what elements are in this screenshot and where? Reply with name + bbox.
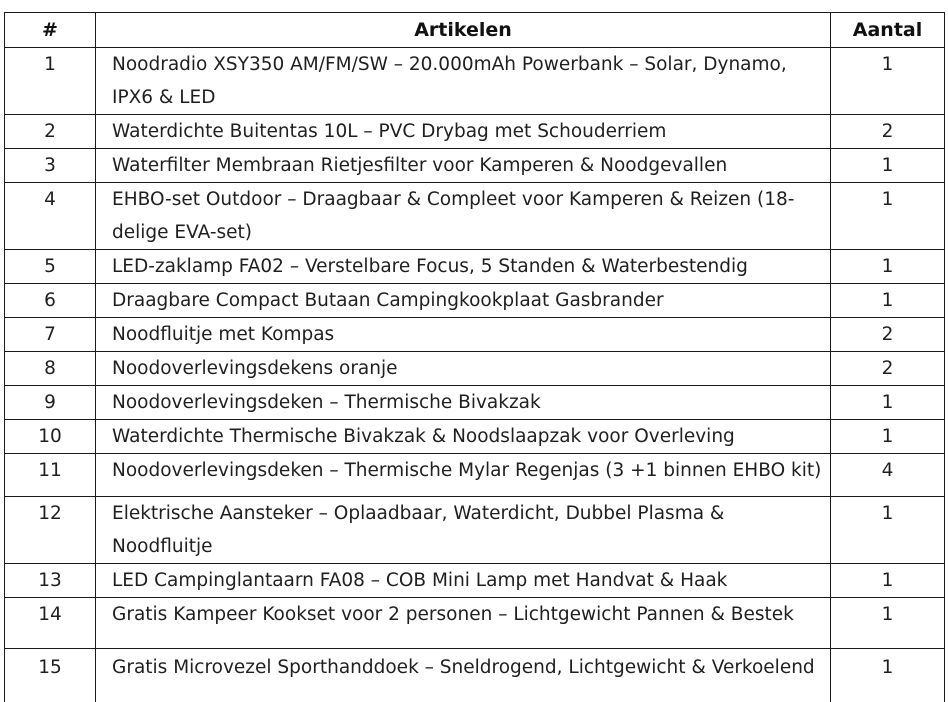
row-article: Noodoverlevingsdekens oranje [96,352,831,386]
row-article: LED-zaklamp FA02 – Verstelbare Focus, 5 Standen & Waterbestendig [96,250,831,284]
row-quantity: 2 [831,352,945,386]
row-article: Noodfluitje met Kompas [96,318,831,352]
row-quantity: 1 [831,564,945,598]
articles-table [4,12,945,702]
row-article: Noodradio XSY350 AM/FM/SW – 20.000mAh Powerbank – Solar, Dynamo, IPX6 & LED [96,48,831,115]
table-row [5,386,945,420]
row-quantity: 1 [831,497,945,564]
table-row [5,649,945,702]
row-number: 1 [5,48,96,115]
table-row [5,318,945,352]
row-quantity: 1 [831,183,945,250]
row-quantity: 1 [831,284,945,318]
row-quantity: 4 [831,454,945,497]
row-article: EHBO-set Outdoor – Draagbaar & Compleet voor Kamperen & Reizen (18-delige EVA-set) [96,183,831,250]
row-number: 3 [5,149,96,183]
row-quantity: 2 [831,115,945,149]
table-row [5,454,945,497]
row-article: Draagbare Compact Butaan Campingkookplaat Gasbrander [96,284,831,318]
row-number: 14 [5,598,96,649]
row-number: 15 [5,649,96,702]
row-article: Waterdichte Buitentas 10L – PVC Drybag met Schouderriem [96,115,831,149]
row-quantity: 1 [831,250,945,284]
row-article: Gratis Kampeer Kookset voor 2 personen – Lichtgewicht Pannen & Bestek [96,598,831,649]
row-number: 9 [5,386,96,420]
row-article: LED Campinglantaarn FA08 – COB Mini Lamp met Handvat & Haak [96,564,831,598]
row-number: 11 [5,454,96,497]
row-article: Noodoverlevingsdeken – Thermische Mylar Regenjas (3 +1 binnen EHBO kit) [112,460,822,481]
row-quantity: 1 [831,149,945,183]
row-article: Noodoverlevingsdeken – Thermische Bivakzak [96,386,831,420]
table-row [5,149,945,183]
row-number: 4 [5,183,96,250]
row-article: Waterdichte Thermische Bivakzak & Noodslaapzak voor Overleving [96,420,831,454]
table-row [5,284,945,318]
header-article: Artikelen [96,13,831,48]
table-row [5,598,945,649]
table-row [5,183,945,250]
row-quantity: 1 [831,48,945,115]
table-row [5,420,945,454]
row-number: 10 [5,420,96,454]
row-quantity: 1 [831,649,945,702]
row-number: 2 [5,115,96,149]
row-quantity: 1 [831,598,945,649]
row-article-cell [96,454,831,497]
table-row [5,564,945,598]
row-number: 6 [5,284,96,318]
row-quantity: 1 [831,420,945,454]
table-row [5,48,945,115]
header-number: # [5,13,96,48]
table-row [5,497,945,564]
row-number: 13 [5,564,96,598]
row-article: Gratis Microvezel Sporthanddoek – Sneldrogend, Lichtgewicht & Verkoelend [96,649,831,702]
row-article: Waterfilter Membraan Rietjesfilter voor Kamperen & Noodgevallen [96,149,831,183]
header-quantity: Aantal [831,13,945,48]
table-row [5,352,945,386]
row-article: Elektrische Aansteker – Oplaadbaar, Waterdicht, Dubbel Plasma & Noodfluitje [96,497,831,564]
table-row [5,250,945,284]
table-header-row [5,13,945,48]
row-number: 5 [5,250,96,284]
row-quantity: 1 [831,386,945,420]
table-row [5,115,945,149]
row-number: 7 [5,318,96,352]
row-quantity: 2 [831,318,945,352]
row-number: 12 [5,497,96,564]
row-number: 8 [5,352,96,386]
